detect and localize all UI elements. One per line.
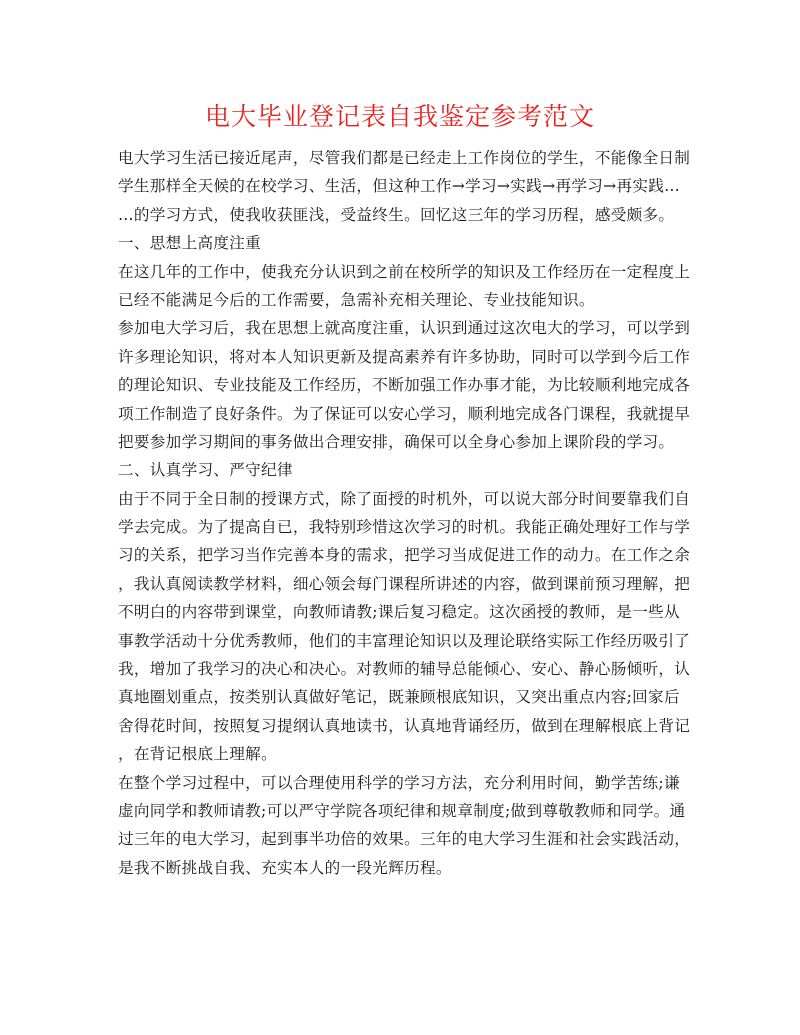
text-line: ，我认真阅读教学材料，细心领会每门课程所讲述的内容，做到课前预习理解，把 bbox=[118, 574, 691, 593]
text-line: 虚向同学和教师请教;可以严守学院各项纪律和规章制度;做到尊敬教师和同学。通 bbox=[118, 801, 686, 820]
text-line: 学去完成。为了提高自已，我特别珍惜这次学习的时机。我能正确处理好工作与学 bbox=[118, 518, 691, 537]
body-paragraph bbox=[118, 144, 696, 229]
text-line: 电大学习生活已接近尾声，尽管我们都是已经走上工作岗位的学生，不能像全日制 bbox=[118, 149, 691, 167]
section-heading bbox=[118, 229, 696, 257]
text-line: 项工作制造了良好条件。为了保证可以安心学习，顺利地完成各门课程，我就提早 bbox=[118, 404, 691, 423]
section-heading bbox=[118, 456, 696, 484]
text-line: ，在背记根底上理解。 bbox=[118, 745, 277, 764]
text-line: 的理论知识、专业技能及工作经历，不断加强工作办事才能，为比较顺利地完成各 bbox=[118, 376, 691, 395]
body-paragraph bbox=[118, 769, 696, 883]
text-line: 舍得花时间，按照复习提纲认真地读书，认真地背诵经历，做到在理解根底上背记 bbox=[118, 716, 691, 735]
text-line: 由于不同于全日制的授课方式，除了面授的时机外，可以说大部分时间要靠我们自 bbox=[118, 489, 691, 508]
text-line: 真地圈划重点，按类别认真做好笔记，既兼顾根底知识，又突出重点内容;回家后 bbox=[118, 688, 680, 707]
document-body bbox=[118, 144, 696, 882]
text-line: 不明白的内容带到课堂，向教师请教;课后复习稳定。这次函授的教师，是一些从 bbox=[118, 603, 680, 622]
text-line: 二、认真学习、严守纪律 bbox=[118, 461, 293, 480]
text-line: 把要参加学习期间的事务做出合理安排，确保可以全身心参加上课阶段的学习。 bbox=[118, 432, 675, 451]
text-line: 是我不断挑战自我、充实本人的一段光辉历程。 bbox=[118, 858, 452, 877]
text-line: 已经不能满足今后的工作需要，急需补充相关理论、专业技能知识。 bbox=[118, 290, 595, 309]
text-line: 许多理论知识，将对本人知识更新及提高素养有许多协助，同时可以学到今后工作 bbox=[118, 347, 691, 366]
text-line: 参加电大学习后，我在思想上就高度注重，认识到通过这次电大的学习，可以学到 bbox=[118, 319, 691, 338]
body-paragraph bbox=[118, 258, 696, 315]
text-line: 一、思想上高度注重 bbox=[118, 234, 262, 253]
body-paragraph bbox=[118, 314, 696, 456]
text-line: 习的关系，把学习当作完善本身的需求，把学习当成促进工作的动力。在工作之余 bbox=[118, 546, 691, 565]
text-line: 学生那样全天候的在校学习、生活，但这种工作→学习→实践→再学习→再实践… bbox=[118, 177, 681, 196]
text-line: 在这几年的工作中，使我充分认识到之前在校所学的知识及工作经历在一定程度上 bbox=[118, 262, 691, 281]
text-line: …的学习方式，使我收获匪浅，受益终生。回忆这三年的学习历程，感受颇多。 bbox=[118, 205, 675, 224]
text-line: 过三年的电大学习，起到事半功倍的效果。三年的电大学习生涯和社会实践活动， bbox=[118, 830, 691, 849]
document-title: 电大毕业登记表自我鉴定参考范文 bbox=[204, 102, 595, 131]
text-line: 事教学活动十分优秀教师，他们的丰富理论知识以及理论联络实际工作经历吸引了 bbox=[118, 631, 691, 650]
body-paragraph bbox=[118, 485, 696, 769]
text-line: 在整个学习过程中，可以合理使用科学的学习方法，充分利用时间，勤学苦练;谦 bbox=[118, 773, 680, 792]
text-line: 我，增加了我学习的决心和决心。对教师的辅导总能倾心、安心、静心肠倾听，认 bbox=[118, 660, 691, 679]
